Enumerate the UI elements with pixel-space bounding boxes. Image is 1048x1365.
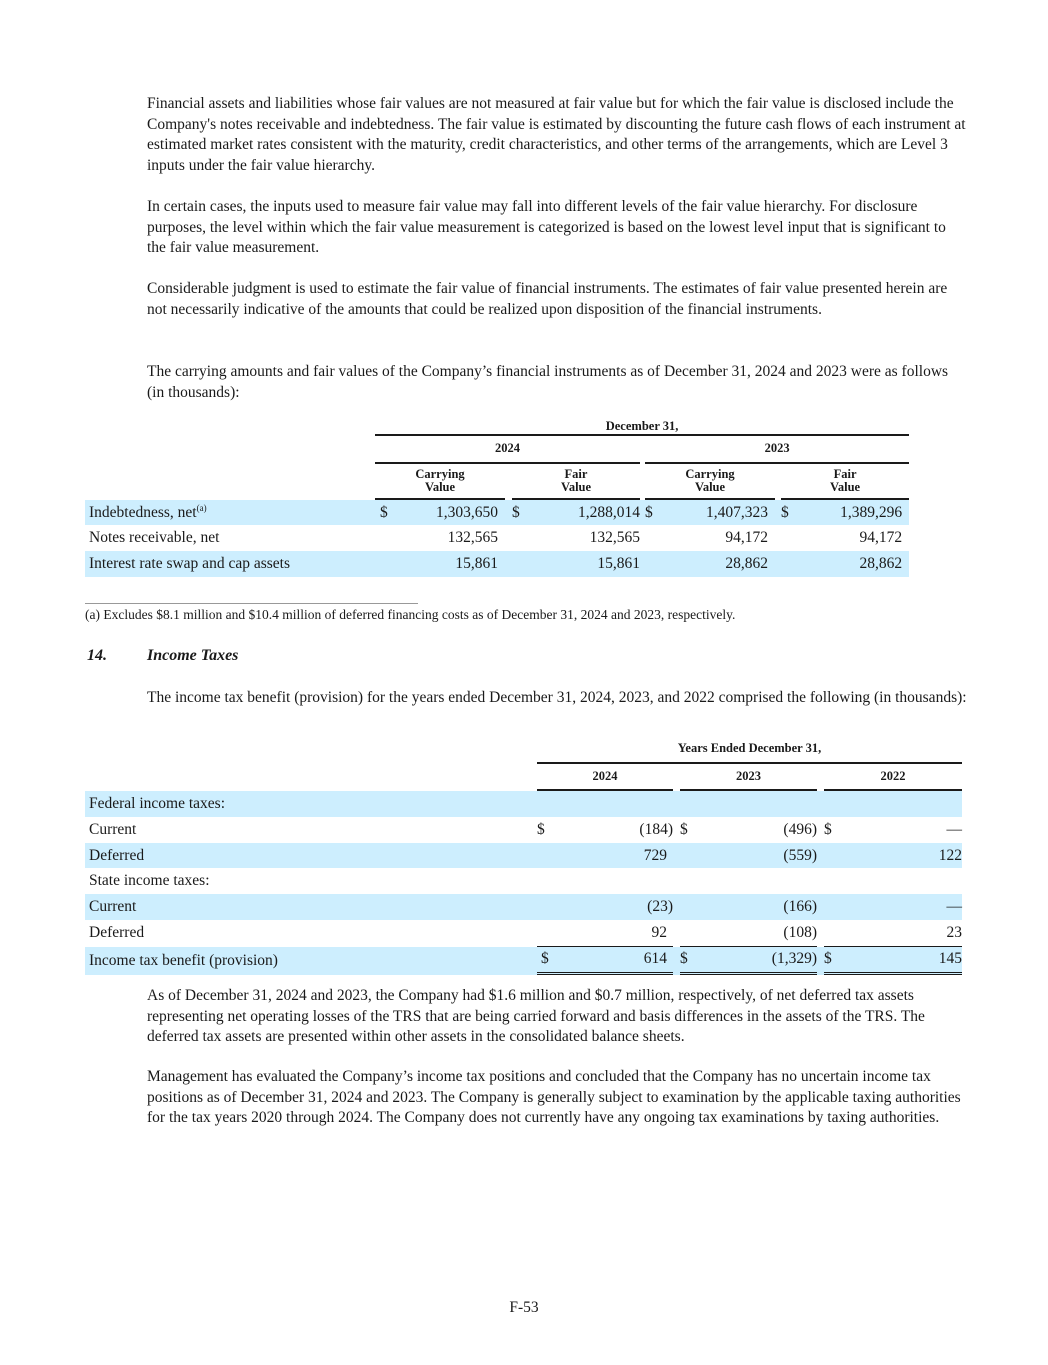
table-row-federal-current xyxy=(85,817,962,843)
paragraph-hierarchy-levels: In certain cases, the inputs used to measure fair value may fall into different levels of the fair value hierarchy. For disclosure purposes, the level within which the fair value measurement is categorized is based on the lowest level input that is significant to the fair value measurement. xyxy=(147,198,946,257)
footnote-divider xyxy=(85,603,418,604)
column-header-december-31: December 31, xyxy=(375,418,909,436)
cell-value: 28,862 xyxy=(801,551,909,577)
section-heading xyxy=(87,647,239,665)
paragraph-fair-value-disclosure: Financial assets and liabilities whose fair values are not measured at fair value but for which the fair value is disclosed include the Company's notes receivable and indebtedness. The fair value is estimated by discounting the future cash flows of each instrument at estimated market rates consistent with the maturity, credit characteristics, and other terms of the arrangements, which are Level 3 inputs under the fair value hierarchy. xyxy=(147,95,966,174)
table-row-indebtedness xyxy=(85,500,909,526)
cell-value: (166) xyxy=(700,894,817,920)
column-header-fair-value-2023: Fair Value xyxy=(781,464,909,500)
table-row-federal-header xyxy=(85,791,962,817)
row-label: Deferred xyxy=(85,843,537,869)
cell-value: (559) xyxy=(700,843,817,869)
column-header-years-ended: Years Ended December 31, xyxy=(537,736,962,764)
column-header-carrying-value-2024: Carrying Value xyxy=(375,464,505,500)
cell-value: (23) xyxy=(557,894,673,920)
cell-value: 729 xyxy=(557,843,673,869)
cell-value: 23 xyxy=(844,920,962,947)
cell-value: 15,861 xyxy=(395,551,505,577)
row-label: Income tax benefit (provision) xyxy=(85,947,537,976)
column-header-fair-value-2024: Fair Value xyxy=(512,464,640,500)
column-header-2024: 2024 xyxy=(375,436,640,464)
cell-value: 28,862 xyxy=(665,551,775,577)
dollar-sign: $ xyxy=(680,947,700,976)
cell-value: (1,329) xyxy=(700,947,817,976)
dollar-sign: $ xyxy=(645,500,665,526)
cell-value: 132,565 xyxy=(447,529,498,547)
paragraph-judgment: Considerable judgment is used to estimate the fair value of financial instruments. The estimates of fair value presented herein are not necessarily indicative of the amounts that could be realized upon disposition of the financial instruments. xyxy=(147,280,948,318)
section-number: 14. xyxy=(87,647,107,664)
cell-value: — xyxy=(946,820,962,838)
cell-value: (496) xyxy=(783,820,817,838)
column-header-carrying-value-2023: Carrying Value xyxy=(645,464,775,500)
dollar-sign: $ xyxy=(537,820,545,838)
footnote-text: (a) Excludes $8.1 million and $10.4 million of deferred financing costs as of December 31, 2024 and 2023, respectively. xyxy=(85,607,736,622)
cell-value: — xyxy=(844,894,962,920)
footnote-marker: (a) xyxy=(196,502,207,513)
cell-value: 145 xyxy=(844,947,962,976)
cell-value: 132,565 xyxy=(589,529,640,547)
cell-value: 94,172 xyxy=(859,529,903,547)
cell-value: 92 xyxy=(557,920,673,947)
table-row-state-header xyxy=(85,868,962,894)
fair-value-table xyxy=(85,418,909,577)
cell-value: 1,288,014 xyxy=(532,500,640,526)
row-label: Indebtedness, net xyxy=(89,504,197,522)
paragraph-deferred-tax-assets: As of December 31, 2024 and 2023, the Company had $1.6 million and $0.7 million, respectively, of net deferred tax assets representing net operating losses of the TRS that are being carried forward and basis differences in the assets of the TRS. The deferred tax assets are presented within other assets in the consolidated balance sheets. xyxy=(147,987,925,1046)
row-label: Notes receivable, net xyxy=(89,529,220,547)
row-label: State income taxes: xyxy=(89,872,210,890)
column-header-2024: 2024 xyxy=(537,764,673,792)
dollar-sign: $ xyxy=(375,500,395,526)
table-row-total xyxy=(85,947,962,976)
table-row-notes-receivable xyxy=(85,525,909,551)
cell-value: 1,303,650 xyxy=(395,500,505,526)
row-label: Interest rate swap and cap assets xyxy=(85,551,375,577)
cell-value: 1,389,296 xyxy=(801,500,909,526)
cell-value: (184) xyxy=(639,820,673,838)
income-tax-table xyxy=(85,736,962,975)
cell-value: 122 xyxy=(844,843,962,869)
column-header-2023: 2023 xyxy=(645,436,909,464)
row-label: Current xyxy=(89,820,137,838)
row-label: Deferred xyxy=(89,924,145,942)
section-title: Income Taxes xyxy=(147,647,239,664)
paragraph-tax-intro: The income tax benefit (provision) for the years ended December 31, 2024, 2023, and 2022 comprised the following (in thousands): xyxy=(147,689,967,706)
row-label: Current xyxy=(85,894,537,920)
row-label: Federal income taxes: xyxy=(85,791,537,817)
dollar-sign: $ xyxy=(824,820,832,838)
dollar-sign: $ xyxy=(781,500,801,526)
table-row-state-deferred xyxy=(85,920,962,947)
paragraph-carrying-amounts: The carrying amounts and fair values of the Company’s financial instruments as of December 31, 2024 and 2023 were as follows (in thousands): xyxy=(147,363,949,401)
cell-value: 15,861 xyxy=(532,551,640,577)
page-number: F-53 xyxy=(509,1299,539,1316)
cell-value: 614 xyxy=(557,947,673,976)
table-row-federal-deferred xyxy=(85,843,962,869)
cell-value: 1,407,323 xyxy=(665,500,775,526)
dollar-sign: $ xyxy=(824,947,844,976)
dollar-sign: $ xyxy=(680,820,688,838)
dollar-sign: $ xyxy=(512,500,532,526)
cell-value: 94,172 xyxy=(725,529,768,547)
paragraph-uncertain-tax-positions: Management has evaluated the Company’s income tax positions and concluded that the Company has no uncertain income tax positions as of December 31, 2024 and 2023. The Company is generally subject to examination by the applicable taxing authorities for the tax years 2020 through 2024. The Company does not currently have any ongoing tax examinations by taxing authorities. xyxy=(147,1068,961,1127)
table-row-interest-rate-swap xyxy=(85,551,909,577)
cell-value: (108) xyxy=(700,920,817,947)
column-header-2022: 2022 xyxy=(824,764,962,792)
dollar-sign: $ xyxy=(537,947,557,976)
column-header-2023: 2023 xyxy=(680,764,817,792)
table-row-state-current xyxy=(85,894,962,920)
